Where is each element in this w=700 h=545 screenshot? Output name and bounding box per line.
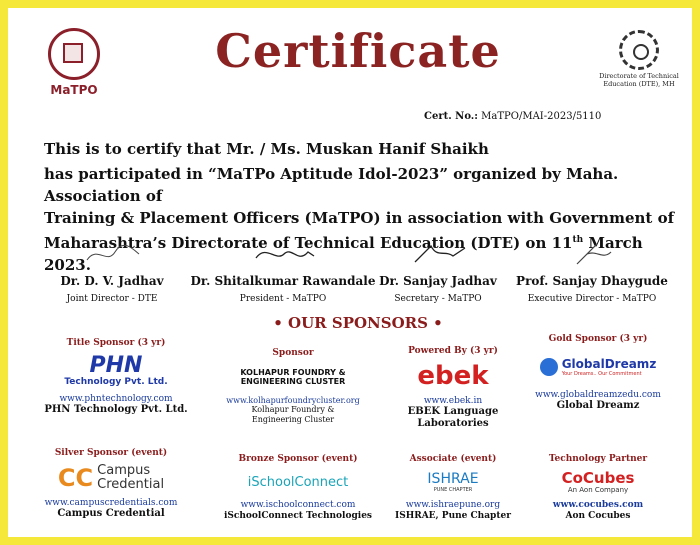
sponsor-type: Silver Sponsor (event) [54,448,168,458]
signatory-role: Executive Director - MaTPO [527,294,657,304]
ischoolconnect-logo [223,467,373,497]
title-sponsor [36,338,196,416]
ishrae-logo-text: ISHRAE [427,470,479,487]
signatory-role: Joint Director - DTE [66,294,158,304]
sponsor-name-line1: EBEK Language [407,406,499,417]
kolhapur-logo [218,361,368,393]
cert-number-label: Cert. No.: [424,111,478,122]
campus-credential-logo [36,461,186,495]
globaldreamz-logo [523,347,673,387]
bronze-sponsor [223,454,373,522]
sponsor-type: Title Sponsor (3 yr) [66,338,166,348]
signatory-1 [52,240,172,304]
sponsor-type: Powered By (3 yr) [408,346,498,356]
silver-sponsor [36,448,186,520]
globaldreamz-tagline: Your Dreams.. Our Commitment [561,371,642,377]
sponsor-name: Campus Credential [57,508,165,519]
dte-caption-line1: Directorate of Technical [599,72,679,80]
signatory-name: Dr. Shitalkumar Rawandale [190,274,376,288]
date-ordinal: th [572,235,584,245]
signatory-name: Dr. D. V. Jadhav [60,274,164,288]
signature-icon [403,240,473,266]
signatory-name: Prof. Sanjay Dhaygude [516,274,668,288]
powered-by-sponsor [393,346,513,430]
sponsor-name-line2: Engineering Cluster [251,415,335,424]
dte-logo [594,30,684,88]
sponsor-type: Bronze Sponsor (event) [238,454,358,464]
sponsor-url[interactable]: www.globaldreamzedu.com [535,390,661,400]
sponsor-name-line1: Kolhapur Foundry & [251,405,335,414]
signatory-3 [378,240,498,304]
sponsor-url[interactable]: www.kolhapurfoundrycluster.org [226,396,360,405]
sponsor-url[interactable]: www.phntechnology.com [59,394,173,404]
signature-icon [557,240,627,266]
body-line-3-end: March 2023. [44,234,643,274]
dte-caption-line2: Education (DTE), MH [603,80,675,88]
signatory-name: Dr. Sanjay Jadhav [379,274,497,288]
body-line-1: has participated in “MaTPo Aptitude Idol-2023” organized by Maha. Association of [44,165,619,205]
sponsor-type: Associate (event) [409,454,497,464]
sponsor-name: Global Dreamz [556,400,640,411]
signatory-4 [512,240,672,304]
signature-icon [77,240,147,266]
phn-logo-sub: Technology Pvt. Ltd. [64,377,168,387]
campus-logo-line2: Credential [97,477,165,492]
signatory-2 [188,240,378,304]
ebek-logo-text: ebek [417,361,489,391]
signatory-role: Secretary - MaTPO [394,294,482,304]
globaldreamz-logo-text: GlobalDreamz [561,357,657,371]
signatory-role: President - MaTPO [239,294,327,304]
cocubes-logo-sub: An Aon Company [567,486,629,494]
sponsor-url[interactable]: www.ebek.in [423,396,483,406]
cert-number [424,111,601,122]
ebek-logo [393,359,513,393]
sponsor-name: ISHRAE, Pune Chapter [395,511,511,521]
globe-icon [540,358,558,376]
dte-caption [594,72,684,88]
sponsor-kolhapur [218,348,368,425]
sponsor-name-line2: Laboratories [417,418,489,429]
associate-sponsor [393,454,513,522]
technology-partner [528,454,668,522]
sponsor-url[interactable]: www.cocubes.com [552,500,644,510]
matpo-logo-text: MaTPO [50,83,98,97]
phn-logo-main: PHN [89,353,143,378]
page-title: Certificate [215,24,501,78]
sponsor-url[interactable]: www.ishraepune.org [405,500,501,510]
sponsor-url[interactable]: www.campuscredentials.com [44,498,178,508]
sponsor-name: PHN Technology Pvt. Ltd. [44,404,188,415]
gold-sponsor [523,334,673,412]
kolhapur-logo-line2: ENGINEERING CLUSTER [240,377,346,386]
sponsor-name: iSchoolConnect Technologies [223,511,372,521]
body-line-2: Training & Placement Officers (MaTPO) in association with Government of [44,209,675,227]
campus-logo-line1: Campus [97,463,151,478]
cert-number-value: MaTPO/MAI-2023/5110 [481,111,602,122]
ishrae-logo [393,467,513,497]
body-line-3-text: Maharashtra’s Directorate of Technical Education (DTE) on 11 [44,234,573,252]
gear-seal-icon [619,30,659,70]
kolhapur-logo-line1: KOLHAPUR FOUNDRY & [240,368,346,377]
ishrae-logo-sub: PUNE CHAPTER [433,486,473,493]
signature-icon [248,240,318,266]
sponsors-heading: • OUR SPONSORS • [273,314,443,332]
sponsor-url[interactable]: www.ischoolconnect.com [240,500,356,510]
cocubes-logo [528,467,668,497]
sponsor-type: Technology Partner [548,454,648,464]
cc-mark-icon: CC [57,464,94,492]
certify-line: This is to certify that Mr. / Ms. Muskan Hanif Shaikh [44,140,489,158]
sponsor-type: Sponsor [272,348,314,358]
ischoolconnect-logo-text: iSchoolConnect [247,474,349,490]
sponsor-name: Aon Cocubes [565,511,631,521]
sponsor-type: Gold Sponsor (3 yr) [548,334,648,344]
phn-logo [36,351,196,391]
cocubes-logo-text: CoCubes [561,469,635,487]
